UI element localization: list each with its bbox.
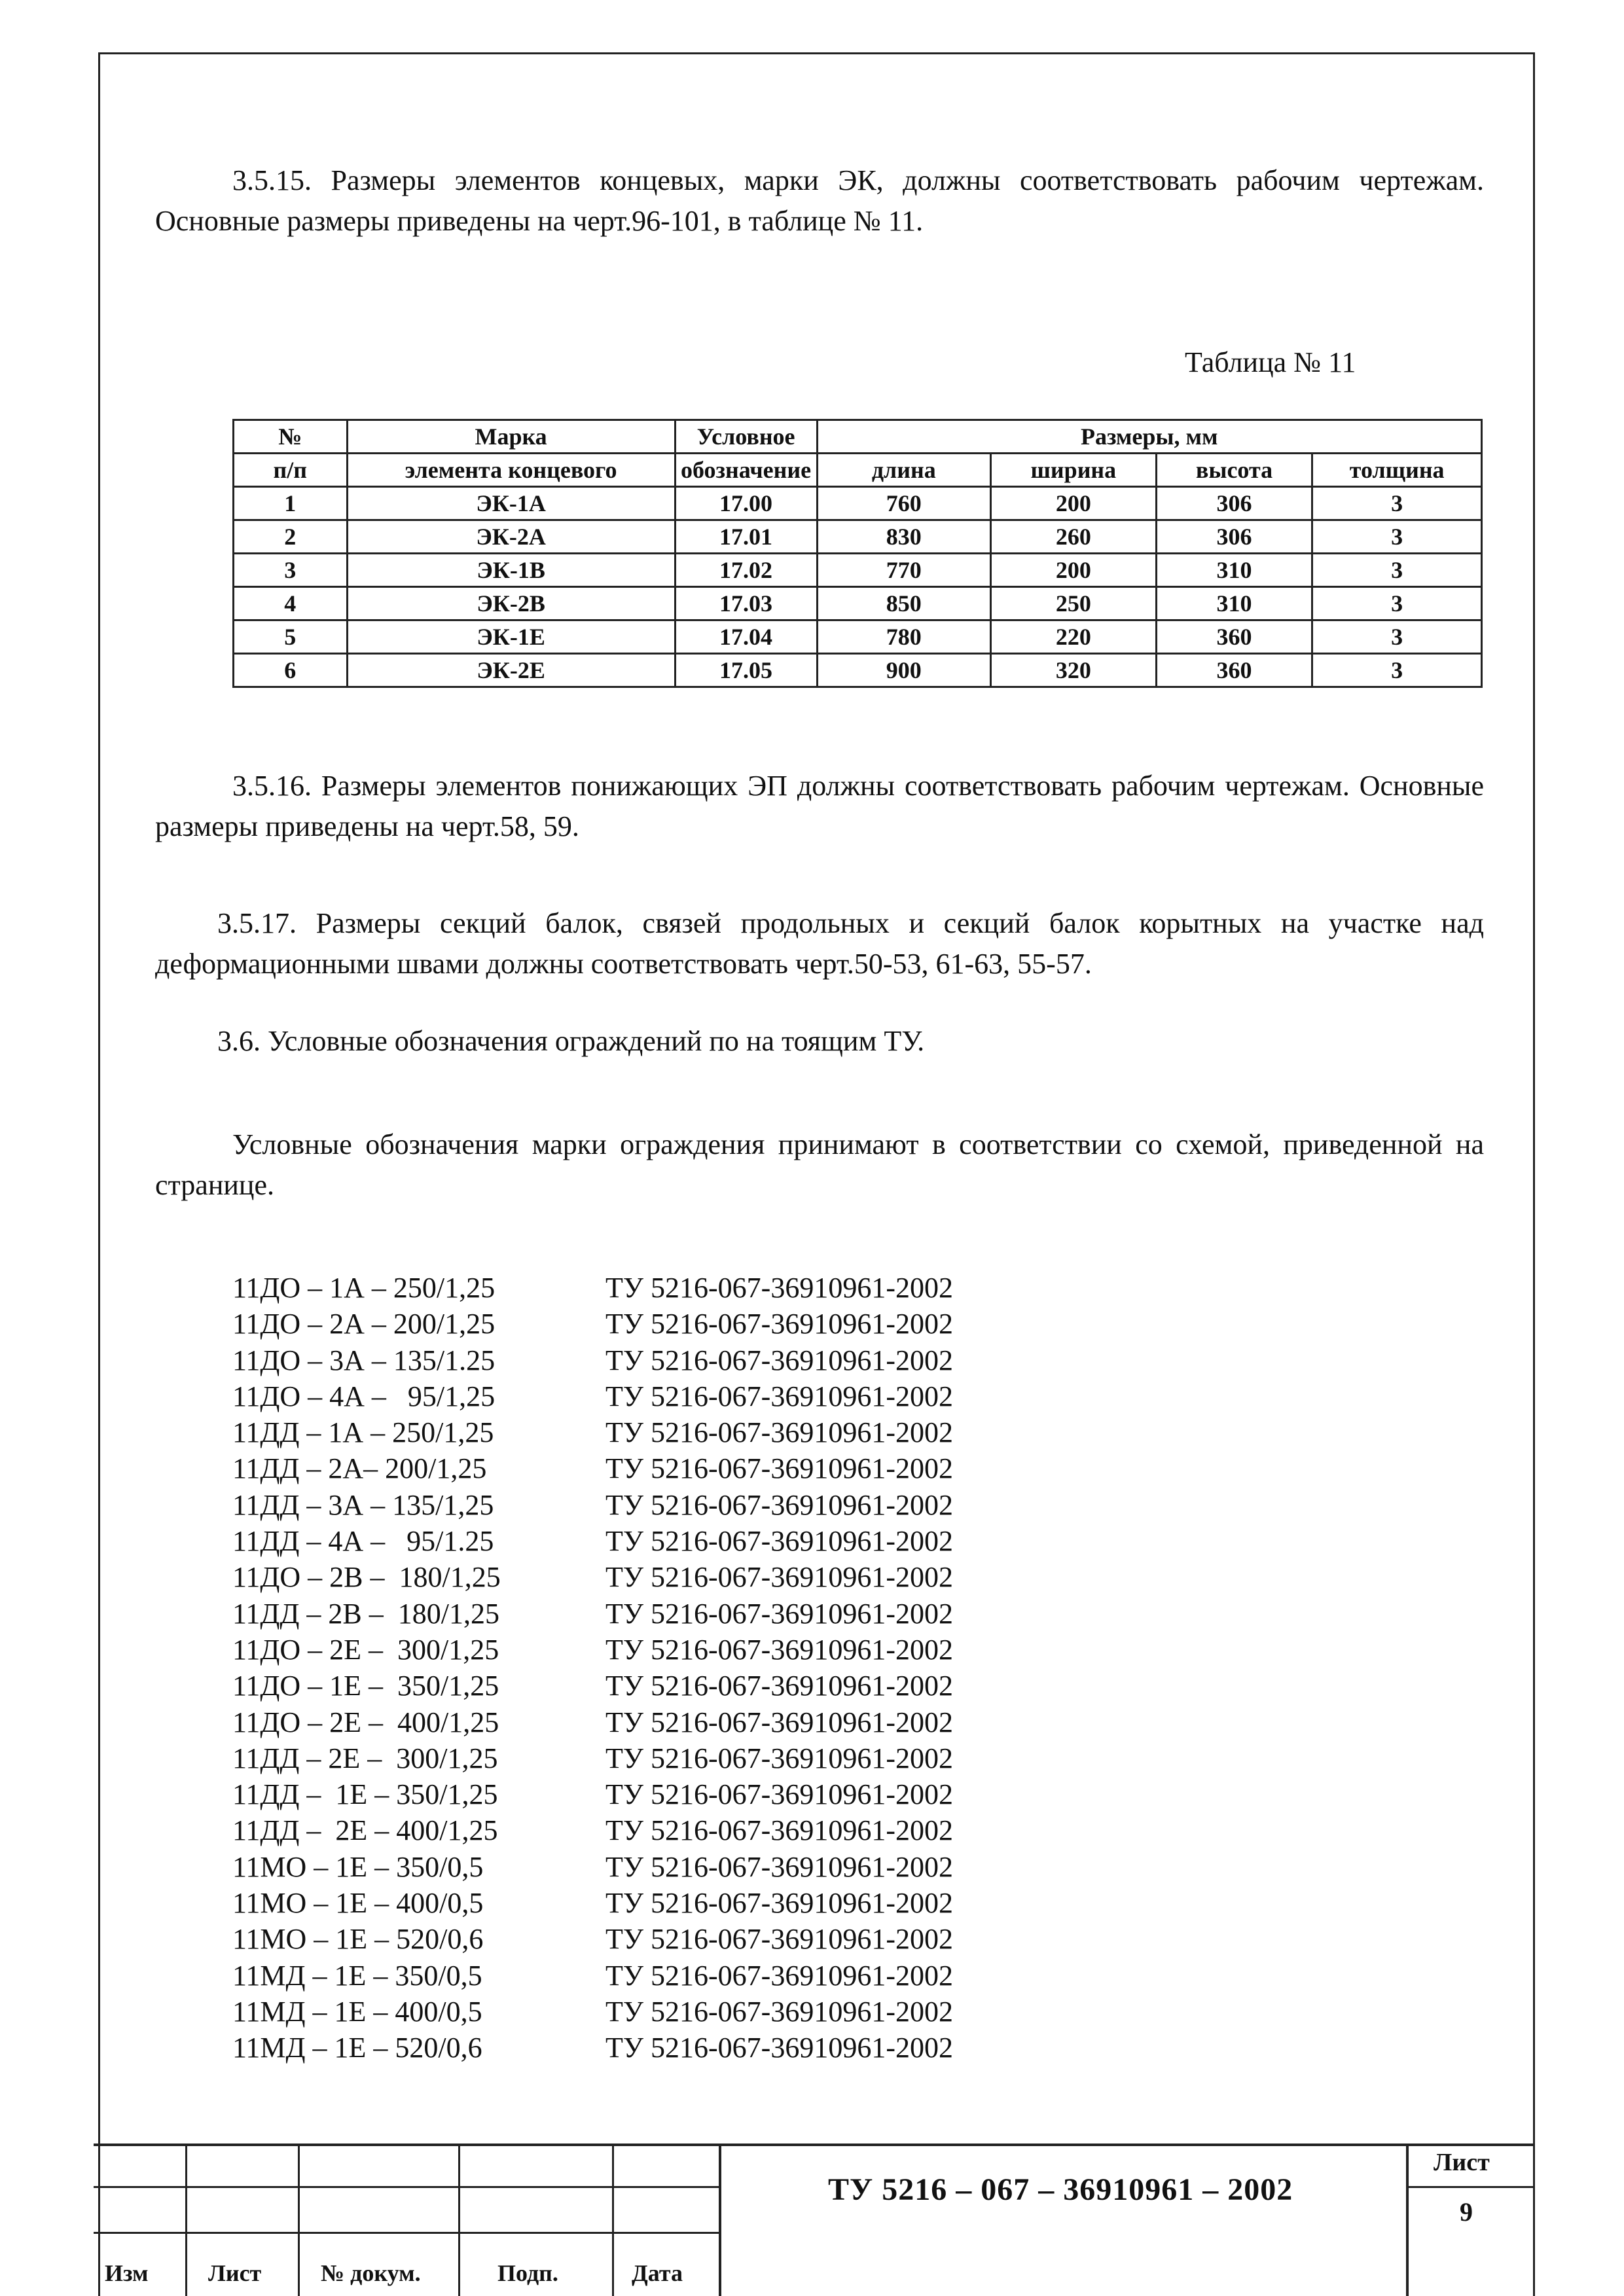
stamp-col-line	[298, 2144, 300, 2296]
cell-length: 830	[817, 520, 991, 554]
tu-number: ТУ 5216-067-36910961-2002	[605, 1272, 953, 1304]
cell-thickness: 3	[1312, 520, 1482, 554]
list-item	[232, 1378, 953, 1414]
list-item	[232, 1994, 953, 2030]
table-header-row-2	[234, 454, 1482, 487]
tu-number: ТУ 5216-067-36910961-2002	[605, 1344, 953, 1376]
header-no-2: п/п	[234, 454, 348, 487]
stamp-col-line	[612, 2144, 614, 2296]
fence-mark: 11МД – 1Е – 520/0,6	[232, 2032, 482, 2064]
list-item	[232, 1958, 953, 1994]
tu-number: ТУ 5216-067-36910961-2002	[605, 1778, 953, 1811]
header-dimensions: Размеры, мм	[817, 420, 1481, 454]
cell-height: 310	[1156, 554, 1312, 587]
paragraph-marks-intro: Условные обозначения марки ограждения принимают в соответствии со схемой, приведенной на странице.	[155, 1128, 1484, 1201]
list-item	[232, 1668, 953, 1704]
cell-height: 310	[1156, 587, 1312, 620]
header-designation-2: обозначение	[675, 454, 817, 487]
cell-no: 2	[234, 520, 348, 554]
list-item	[232, 1921, 953, 1957]
list-item	[232, 2030, 953, 2066]
list-item	[232, 1596, 953, 1632]
fence-mark: 11ДД – 1Е – 350/1,25	[232, 1778, 498, 1811]
tu-number: ТУ 5216-067-36910961-2002	[605, 1452, 953, 1485]
cell-no: 1	[234, 487, 348, 520]
table-row	[234, 554, 1482, 587]
list-item	[232, 1849, 953, 1885]
fence-mark: 11ДД – 3А – 135/1,25	[232, 1488, 494, 1521]
tu-number: ТУ 5216-067-36910961-2002	[605, 1706, 953, 1738]
list-item	[232, 1812, 953, 1848]
tu-number: ТУ 5216-067-36910961-2002	[605, 1850, 953, 1883]
cell-mark: ЭК-2Е	[347, 654, 675, 687]
document-number: ТУ 5216 – 067 – 36910961 – 2002	[828, 2172, 1293, 2207]
stamp-col-line	[185, 2144, 187, 2296]
fence-marks-list	[232, 1270, 953, 2066]
table-row	[234, 520, 1482, 554]
stamp-col-doc: № докум.	[321, 2260, 421, 2286]
stamp-col-izm: Изм	[105, 2260, 149, 2286]
tu-number: ТУ 5216-067-36910961-2002	[605, 1742, 953, 1774]
fence-mark: 11МО – 1Е – 520/0,6	[232, 1923, 484, 1956]
cell-width: 220	[991, 620, 1157, 654]
fence-mark: 11МД – 1Е – 350/0,5	[232, 1959, 482, 1992]
tu-number: ТУ 5216-067-36910961-2002	[605, 1308, 953, 1340]
fence-mark: 11ДО – 2Е – 400/1,25	[232, 1706, 499, 1738]
fence-mark: 11ДД – 2Е – 400/1,25	[232, 1814, 498, 1847]
header-mark-1: Марка	[347, 420, 675, 454]
tu-number: ТУ 5216-067-36910961-2002	[605, 2032, 953, 2064]
cell-height: 306	[1156, 520, 1312, 554]
cell-no: 6	[234, 654, 348, 687]
fence-mark: 11ДО – 2А – 200/1,25	[232, 1308, 496, 1340]
stamp-sheet-line	[1407, 2186, 1535, 2188]
stamp-col-line	[719, 2144, 721, 2296]
fence-mark: 11ДД – 2Е – 300/1,25	[232, 1742, 498, 1774]
fence-mark: 11ДО – 4А – 95/1,25	[232, 1380, 496, 1412]
stamp-top-line	[94, 2144, 1535, 2146]
cell-width: 320	[991, 654, 1157, 687]
cell-thickness: 3	[1312, 487, 1482, 520]
cell-length: 900	[817, 654, 991, 687]
cell-mark: ЭК-1Е	[347, 620, 675, 654]
cell-length: 780	[817, 620, 991, 654]
cell-length: 760	[817, 487, 991, 520]
table-header-row-1	[234, 420, 1482, 454]
cell-designation: 17.00	[675, 487, 817, 520]
header-no-1: №	[234, 420, 348, 454]
stamp-row-line	[94, 2186, 721, 2188]
cell-no: 3	[234, 554, 348, 587]
list-item	[232, 1523, 953, 1559]
header-width: ширина	[991, 454, 1157, 487]
fence-mark: 11ДО – 2В – 180/1,25	[232, 1561, 501, 1594]
cell-no: 4	[234, 587, 348, 620]
tu-number: ТУ 5216-067-36910961-2002	[605, 1670, 953, 1702]
cell-no: 5	[234, 620, 348, 654]
table-row	[234, 487, 1482, 520]
stamp-row-line	[94, 2232, 721, 2234]
cell-mark: ЭК-1А	[347, 487, 675, 520]
list-item	[232, 1342, 953, 1378]
cell-designation: 17.02	[675, 554, 817, 587]
fence-mark: 11ДО – 2Е – 300/1,25	[232, 1633, 499, 1666]
fence-mark: 11ДД – 1А – 250/1,25	[232, 1416, 494, 1449]
table-11	[232, 419, 1483, 688]
sheet-number: 9	[1460, 2197, 1473, 2227]
tu-number: ТУ 5216-067-36910961-2002	[605, 1561, 953, 1594]
fence-mark: 11ДД – 2В – 180/1,25	[232, 1597, 499, 1630]
cell-width: 250	[991, 587, 1157, 620]
cell-designation: 17.01	[675, 520, 817, 554]
cell-width: 200	[991, 487, 1157, 520]
header-height: высота	[1156, 454, 1312, 487]
tu-number: ТУ 5216-067-36910961-2002	[605, 1814, 953, 1847]
sheet-label: Лист	[1434, 2149, 1490, 2176]
fence-mark: 11ДО – 1Е – 350/1,25	[232, 1670, 499, 1702]
cell-thickness: 3	[1312, 654, 1482, 687]
tu-number: ТУ 5216-067-36910961-2002	[605, 1633, 953, 1666]
cell-height: 306	[1156, 487, 1312, 520]
fence-mark: 11ДО – 3А – 135/1.25	[232, 1344, 496, 1376]
list-item	[232, 1414, 953, 1450]
list-item	[232, 1885, 953, 1921]
list-item	[232, 1270, 953, 1306]
header-length: длина	[817, 454, 991, 487]
stamp-col-line	[458, 2144, 460, 2296]
cell-mark: ЭК-1В	[347, 554, 675, 587]
paragraph-3-5-15: 3.5.15. Размеры элементов концевых, марки ЭК, должны соответствовать рабочим чертежам. Основные размеры приведены на черт.96-101, в таблице № 11.	[155, 164, 1484, 237]
cell-designation: 17.05	[675, 654, 817, 687]
stamp-col-sign: Подп.	[497, 2260, 558, 2286]
fence-mark: 11ДД – 2А– 200/1,25	[232, 1452, 487, 1485]
tu-number: ТУ 5216-067-36910961-2002	[605, 1959, 953, 1992]
list-item	[232, 1487, 953, 1523]
tu-number: ТУ 5216-067-36910961-2002	[605, 1525, 953, 1558]
cell-length: 770	[817, 554, 991, 587]
fence-mark: 11МО – 1Е – 400/0,5	[232, 1887, 484, 1920]
cell-designation: 17.03	[675, 587, 817, 620]
tu-number: ТУ 5216-067-36910961-2002	[605, 1380, 953, 1412]
paragraph-3-5-17: 3.5.17. Размеры секций балок, связей продольных и секций балок корытных на участке над деформационными швами должны соответствовать черт.50-53, 61-63, 55-57.	[155, 907, 1484, 980]
list-item	[232, 1559, 953, 1595]
header-thickness: толщина	[1312, 454, 1482, 487]
cell-thickness: 3	[1312, 587, 1482, 620]
tu-number: ТУ 5216-067-36910961-2002	[605, 1887, 953, 1920]
table-row	[234, 654, 1482, 687]
stamp-col-date: Дата	[632, 2260, 683, 2286]
list-item	[232, 1450, 953, 1486]
stamp-col-line	[1406, 2144, 1409, 2296]
fence-mark: 11ДД – 4А – 95/1.25	[232, 1525, 494, 1558]
list-item	[232, 1632, 953, 1668]
cell-width: 200	[991, 554, 1157, 587]
table-row	[234, 587, 1482, 620]
table-row	[234, 620, 1482, 654]
paragraph-3-5-16: 3.5.16. Размеры элементов понижающих ЭП должны соответствовать рабочим чертежам. Основные размеры приведены на черт.58, 59.	[155, 770, 1484, 842]
fence-mark: 11ДО – 1А – 250/1,25	[232, 1272, 496, 1304]
tu-number: ТУ 5216-067-36910961-2002	[605, 1923, 953, 1956]
cell-thickness: 3	[1312, 554, 1482, 587]
stamp-col-list: Лист	[208, 2260, 262, 2286]
list-item	[232, 1306, 953, 1342]
paragraph-3-6: 3.6. Условные обозначения ограждений по на тоящим ТУ.	[217, 1025, 925, 1057]
list-item	[232, 1704, 953, 1740]
cell-length: 850	[817, 587, 991, 620]
list-item	[232, 1776, 953, 1812]
table-caption: Таблица № 11	[1185, 346, 1356, 378]
list-item	[232, 1740, 953, 1776]
tu-number: ТУ 5216-067-36910961-2002	[605, 1416, 953, 1449]
cell-height: 360	[1156, 620, 1312, 654]
header-designation-1: Условное	[675, 420, 817, 454]
cell-designation: 17.04	[675, 620, 817, 654]
header-mark-2: элемента концевого	[347, 454, 675, 487]
fence-mark: 11МО – 1Е – 350/0,5	[232, 1850, 484, 1883]
tu-number: ТУ 5216-067-36910961-2002	[605, 1597, 953, 1630]
tu-number: ТУ 5216-067-36910961-2002	[605, 1995, 953, 2028]
cell-mark: ЭК-2В	[347, 587, 675, 620]
cell-width: 260	[991, 520, 1157, 554]
cell-thickness: 3	[1312, 620, 1482, 654]
cell-mark: ЭК-2А	[347, 520, 675, 554]
tu-number: ТУ 5216-067-36910961-2002	[605, 1488, 953, 1521]
fence-mark: 11МД – 1Е – 400/0,5	[232, 1995, 482, 2028]
cell-height: 360	[1156, 654, 1312, 687]
